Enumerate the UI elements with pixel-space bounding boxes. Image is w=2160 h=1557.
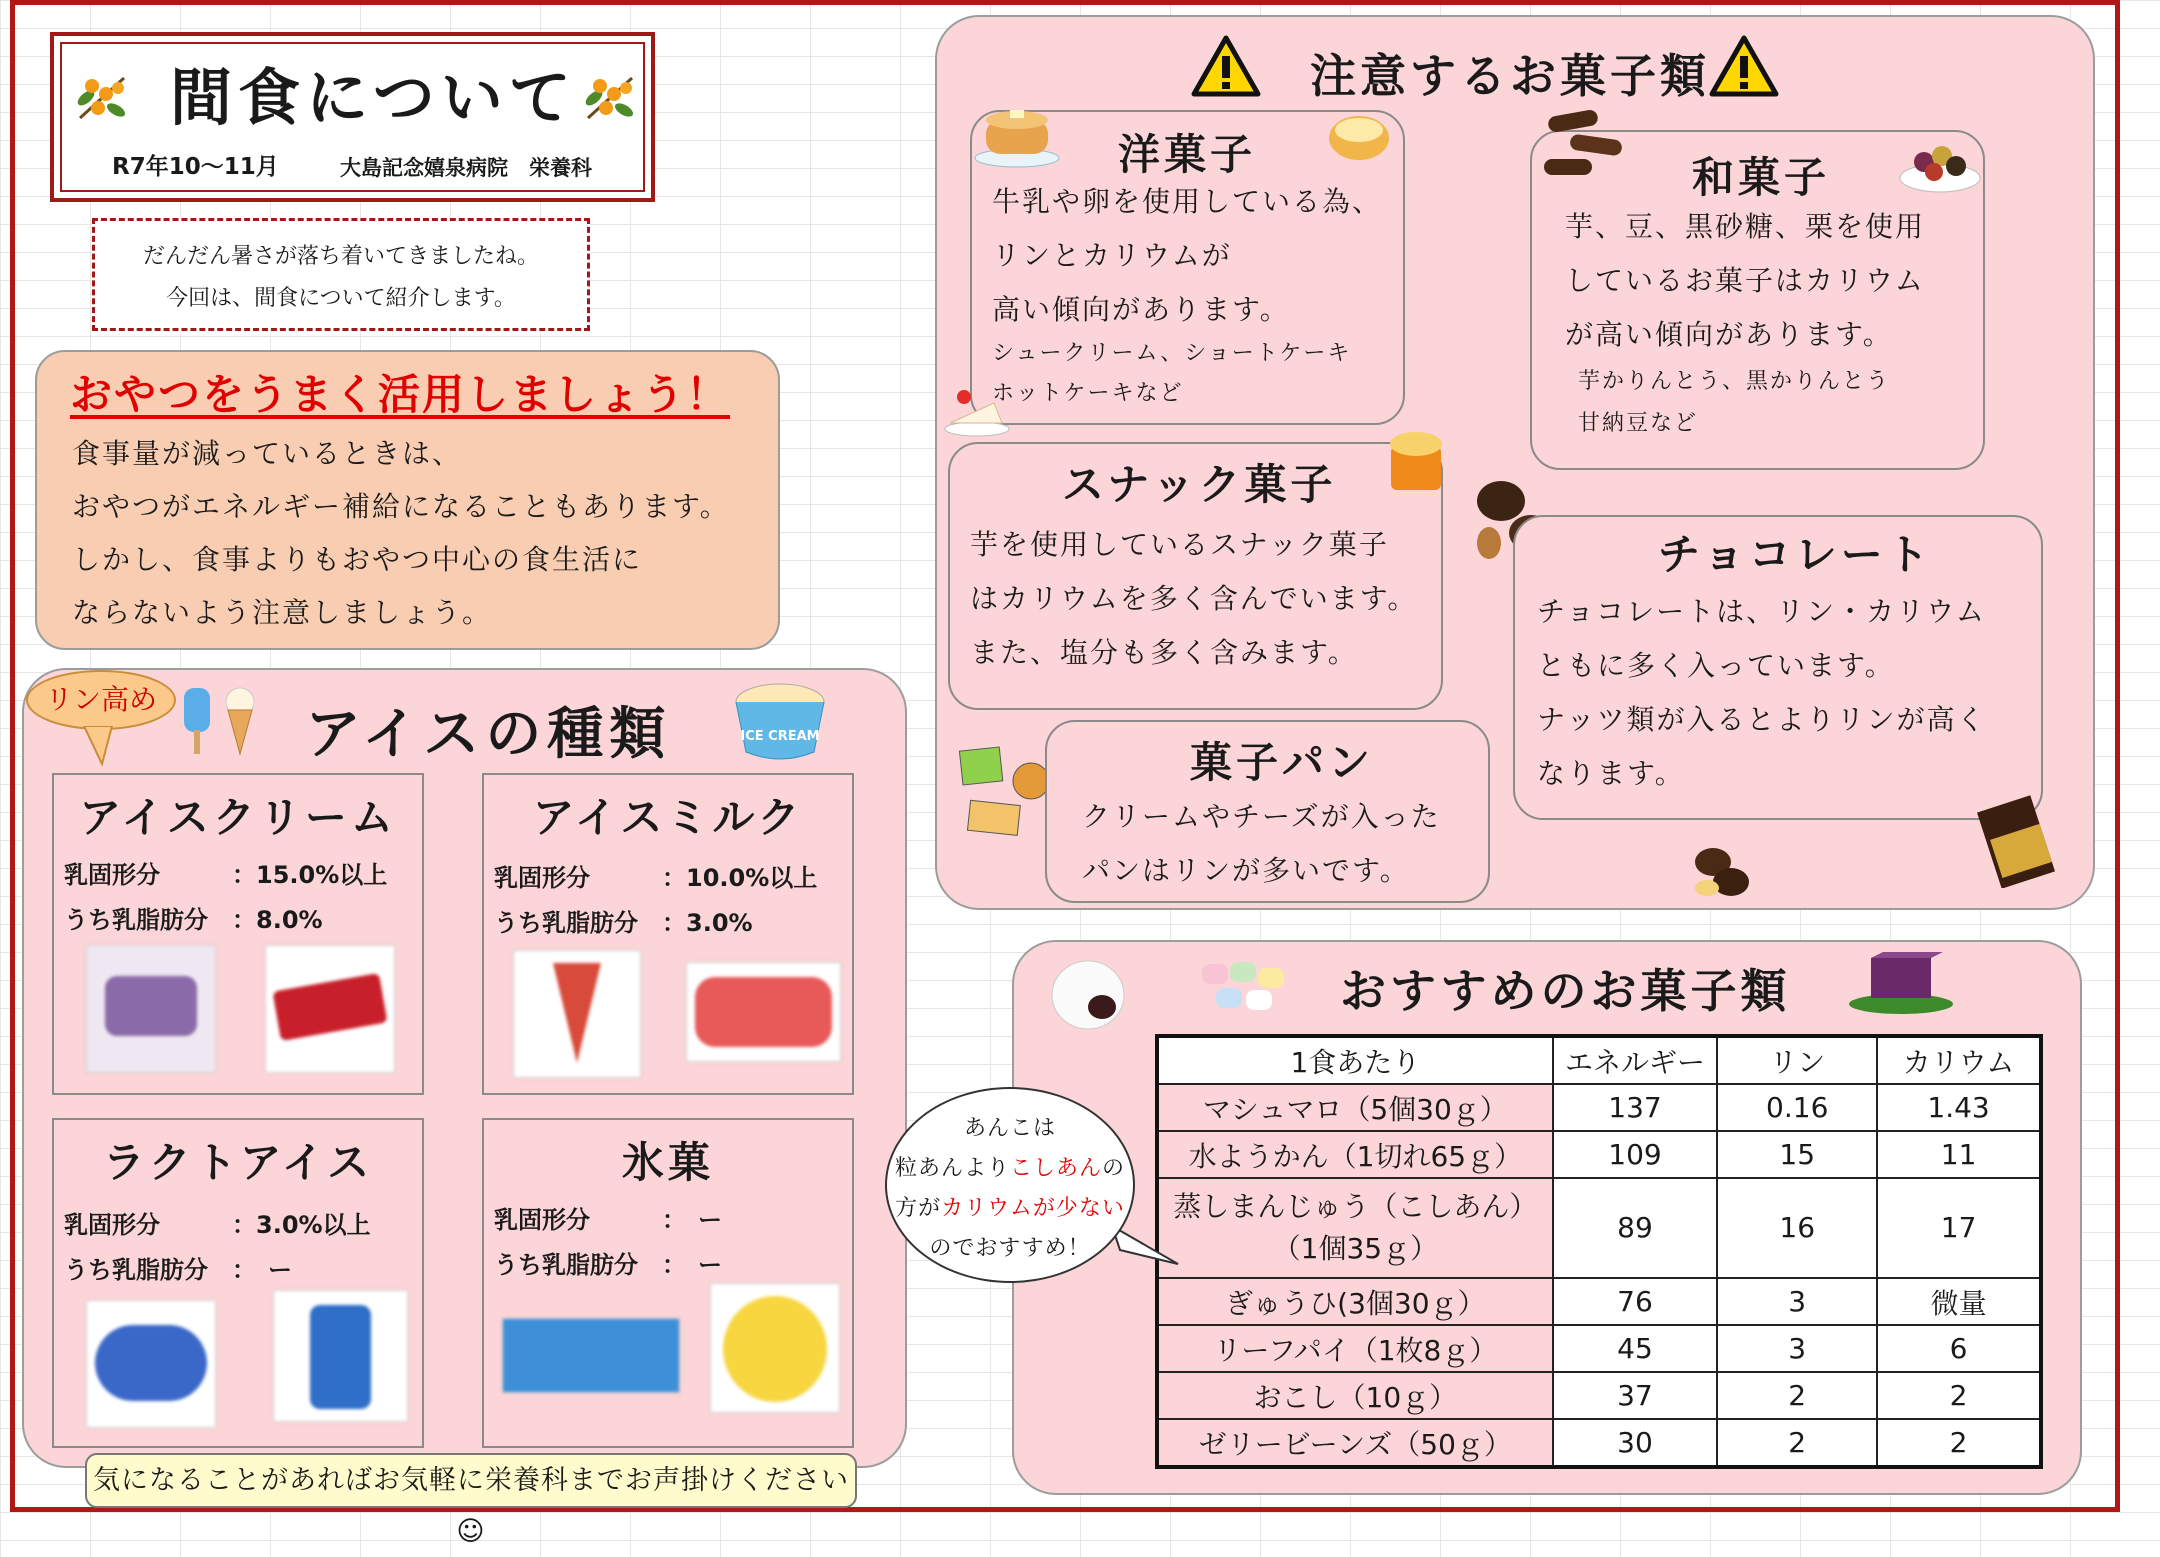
- energy-cell: 109: [1553, 1131, 1718, 1178]
- energy-cell: 37: [1553, 1372, 1718, 1419]
- nutrition-table: [1155, 1034, 2043, 1469]
- table-row: [1157, 1372, 2041, 1419]
- bubble-line: [887, 1191, 1133, 1222]
- osmanthus-flower-icon: [72, 68, 134, 130]
- table-row: [1157, 1178, 2041, 1278]
- ice-type-name: 氷菓: [621, 1138, 714, 1187]
- bubble-tail: [82, 726, 122, 766]
- western-sweets-name: 洋菓子: [1118, 130, 1257, 179]
- chocolate-line: なります。: [1537, 757, 1685, 790]
- table-row: [1157, 1131, 2041, 1178]
- intro-line: だんだん暑さが落ち着いてきましたね。: [142, 244, 539, 269]
- cup-label: ICE CREAM: [740, 729, 820, 744]
- western-sweets-line: 牛乳や卵を使用している為、: [992, 185, 1383, 218]
- column-header: カリウム: [1877, 1036, 2041, 1084]
- recommended-title: おすすめのお菓子類: [1340, 964, 1791, 1018]
- western-sweets-examples: ホットケーキなど: [992, 381, 1184, 406]
- western-sweets-examples: シュークリーム、ショートケーキ: [992, 341, 1352, 366]
- ice-type-name: アイスクリーム: [79, 793, 397, 842]
- milk-solids-value: ：15.0%以上: [232, 861, 388, 889]
- intro-box: [92, 218, 590, 331]
- milk-fat-label: うち乳脂肪分: [64, 906, 208, 934]
- ice-pop-icon: [180, 680, 270, 760]
- snack-name-cell: [1157, 1178, 1553, 1278]
- milk-solids-label: 乳固形分: [494, 864, 590, 892]
- bubble-line: のでおすすめ！: [929, 1236, 1091, 1261]
- potassium-cell: 2: [1877, 1419, 2041, 1467]
- product-image: [502, 1318, 680, 1393]
- column-header: リン: [1717, 1036, 1877, 1084]
- milk-fat-value: ：8.0%: [232, 906, 323, 934]
- warning-icon: [1190, 34, 1262, 98]
- snack-name-cell: マシュマロ（5個30ｇ）: [1157, 1084, 1553, 1131]
- marshmallow-icon: [1198, 958, 1290, 1020]
- table-row: [1157, 1278, 2041, 1325]
- bubble-highlight: こしあん: [1009, 1156, 1102, 1181]
- snack-sweets-line: 芋を使用しているスナック菓子: [970, 528, 1389, 561]
- snack-advice-line: 食事量が減っているときは、: [72, 437, 463, 470]
- potato-chips-icon: [1385, 428, 1447, 494]
- phosphorus-high-badge: リン高め: [26, 670, 176, 730]
- footer-note: 気になることがあればお気軽に栄養科までお声掛けください☺: [85, 1453, 857, 1508]
- daifuku-icon: [1048, 955, 1130, 1035]
- snack-sweets-name: スナック菓子: [1062, 460, 1337, 509]
- amanatto-icon: [1898, 132, 1982, 196]
- phosphorus-cell: 16: [1717, 1178, 1877, 1278]
- snack-advice-line: しかし、食事よりもおやつ中心の食生活に: [72, 543, 643, 576]
- phosphorus-cell: 2: [1717, 1372, 1877, 1419]
- snack-sweets-line: はカリウムを多く含んでいます。: [970, 582, 1418, 615]
- potassium-cell: 11: [1877, 1131, 2041, 1178]
- milk-fat-value: ： ー: [232, 1256, 292, 1284]
- milk-solids-label: 乳固形分: [494, 1206, 590, 1234]
- chocolate-line: チョコレートは、リン・カリウム: [1537, 595, 1986, 628]
- column-header: 1食あたり: [1157, 1036, 1553, 1084]
- hospital-name: 大島記念嬉泉病院 栄養科: [340, 156, 592, 180]
- potassium-cell: 2: [1877, 1372, 2041, 1419]
- bubble-text: 粒あんより: [894, 1156, 1010, 1181]
- chocolate-bar-icon: [1976, 792, 2056, 888]
- cream-puff-icon: [1326, 102, 1392, 164]
- energy-cell: 45: [1553, 1325, 1718, 1372]
- ice-type-name: ラクトアイス: [102, 1138, 374, 1187]
- milk-solids-value: ： ー: [662, 1206, 722, 1234]
- ice-title: アイスの種類: [305, 702, 672, 767]
- milk-fat-label: うち乳脂肪分: [494, 909, 638, 937]
- ice-type-name: アイスミルク: [532, 793, 804, 842]
- chocolate-name: チョコレート: [1658, 530, 1933, 579]
- snack-name-cell: ぎゅうひ(3個30ｇ）: [1157, 1278, 1553, 1325]
- milk-fat-label: うち乳脂肪分: [64, 1256, 208, 1284]
- energy-cell: 30: [1553, 1419, 1718, 1467]
- japanese-sweets-examples: 芋かりんとう、黒かりんとう: [1578, 369, 1891, 394]
- snack-sweets-line: また、塩分も多く含みます。: [970, 636, 1358, 669]
- product-image: [710, 1283, 840, 1413]
- snack-advice-heading: おやつをうまく活用しましょう！: [70, 370, 731, 419]
- product-image: [513, 950, 641, 1078]
- pancake-icon: [972, 100, 1062, 170]
- chocolate-truffle-icon: [1685, 842, 1755, 900]
- chocolate-line: ナッツ類が入るとよりリンが高く: [1537, 703, 1987, 736]
- table-row: [1157, 1419, 2041, 1467]
- japanese-sweets-name: 和菓子: [1692, 153, 1831, 202]
- advice-speech-bubble: [885, 1087, 1135, 1283]
- potassium-cell: 1.43: [1877, 1084, 2041, 1131]
- product-image: [265, 945, 395, 1073]
- warning-icon: [1708, 34, 1780, 98]
- phosphorus-cell: 0.16: [1717, 1084, 1877, 1131]
- japanese-sweets-line: が高い傾向があります。: [1565, 318, 1893, 351]
- potassium-cell: 微量: [1877, 1278, 2041, 1325]
- potassium-cell: 6: [1877, 1325, 2041, 1372]
- bubble-highlight: カリウムが少ない: [941, 1196, 1125, 1221]
- snack-name-cell: おこし（10ｇ）: [1157, 1372, 1553, 1419]
- western-sweets-line: リンとカリウムが: [992, 239, 1232, 272]
- issue-date: R7年10〜11月: [112, 154, 279, 180]
- milk-fat-value: ：3.0%: [662, 909, 753, 937]
- chocolate-line: ともに多く入っています。: [1537, 649, 1895, 682]
- product-image: [86, 1300, 216, 1428]
- snack-name-cell: ゼリービーンズ（50ｇ）: [1157, 1419, 1553, 1467]
- phosphorus-cell: 3: [1717, 1278, 1877, 1325]
- phosphorus-cell: 2: [1717, 1419, 1877, 1467]
- snack-name-line: 蒸しまんじゅう（こしあん）: [1173, 1190, 1538, 1223]
- yokan-icon: [1845, 950, 1957, 1018]
- table-row: [1157, 1084, 2041, 1131]
- western-sweets-line: 高い傾向があります。: [992, 293, 1290, 326]
- phosphorus-cell: 15: [1717, 1131, 1877, 1178]
- sweet-bread-name: 菓子パン: [1190, 738, 1375, 787]
- table-row: [1157, 1325, 2041, 1372]
- milk-solids-value: ：3.0%以上: [232, 1211, 371, 1239]
- snack-name-line: （1個35ｇ）: [1272, 1232, 1439, 1265]
- milk-solids-value: ：10.0%以上: [662, 864, 818, 892]
- product-image: [86, 945, 216, 1073]
- ice-cream-cup-icon: [730, 680, 830, 765]
- japanese-sweets-examples: 甘納豆など: [1578, 411, 1699, 436]
- snack-name-cell: リーフパイ（1枚8ｇ）: [1157, 1325, 1553, 1372]
- japanese-sweets-line: しているお菓子はカリウム: [1565, 264, 1925, 297]
- japanese-sweets-line: 芋、豆、黒砂糖、栗を使用: [1565, 210, 1926, 243]
- energy-cell: 137: [1553, 1084, 1718, 1131]
- snack-advice-line: おやつがエネルギー補給になることもあります。: [72, 490, 730, 523]
- intro-line: 今回は、間食について紹介します。: [166, 286, 516, 311]
- energy-cell: 76: [1553, 1278, 1718, 1325]
- snack-name-cell: 水ようかん（1切れ65ｇ）: [1157, 1131, 1553, 1178]
- sweet-bread-line: パンはリンが多いです。: [1082, 854, 1410, 887]
- bubble-text: の: [1102, 1156, 1126, 1181]
- potassium-cell: 17: [1877, 1178, 2041, 1278]
- page-title: 間食について: [170, 61, 577, 134]
- product-image: [273, 1290, 408, 1422]
- milk-solids-label: 乳固形分: [64, 861, 160, 889]
- product-image: [686, 962, 841, 1062]
- sweet-bread-icon: [955, 745, 1055, 845]
- column-header: エネルギー: [1553, 1036, 1718, 1084]
- bubble-line: あんこは: [963, 1116, 1056, 1141]
- sweet-bread-line: クリームやチーズが入った: [1082, 800, 1441, 833]
- energy-cell: 89: [1553, 1178, 1718, 1278]
- table-header-row: [1157, 1036, 2041, 1084]
- shortcake-icon: [942, 385, 1012, 437]
- bubble-line: [887, 1151, 1133, 1182]
- milk-fat-label: うち乳脂肪分: [494, 1251, 638, 1279]
- snack-advice-line: ならないよう注意しましょう。: [72, 596, 493, 629]
- karinto-icon: [1540, 105, 1640, 187]
- milk-fat-value: ： ー: [662, 1251, 722, 1279]
- milk-solids-label: 乳固形分: [64, 1211, 160, 1239]
- osmanthus-flower-icon: [580, 68, 642, 130]
- phosphorus-cell: 3: [1717, 1325, 1877, 1372]
- caution-title: 注意するお菓子類: [1310, 49, 1710, 103]
- bubble-text: 方が: [895, 1196, 942, 1221]
